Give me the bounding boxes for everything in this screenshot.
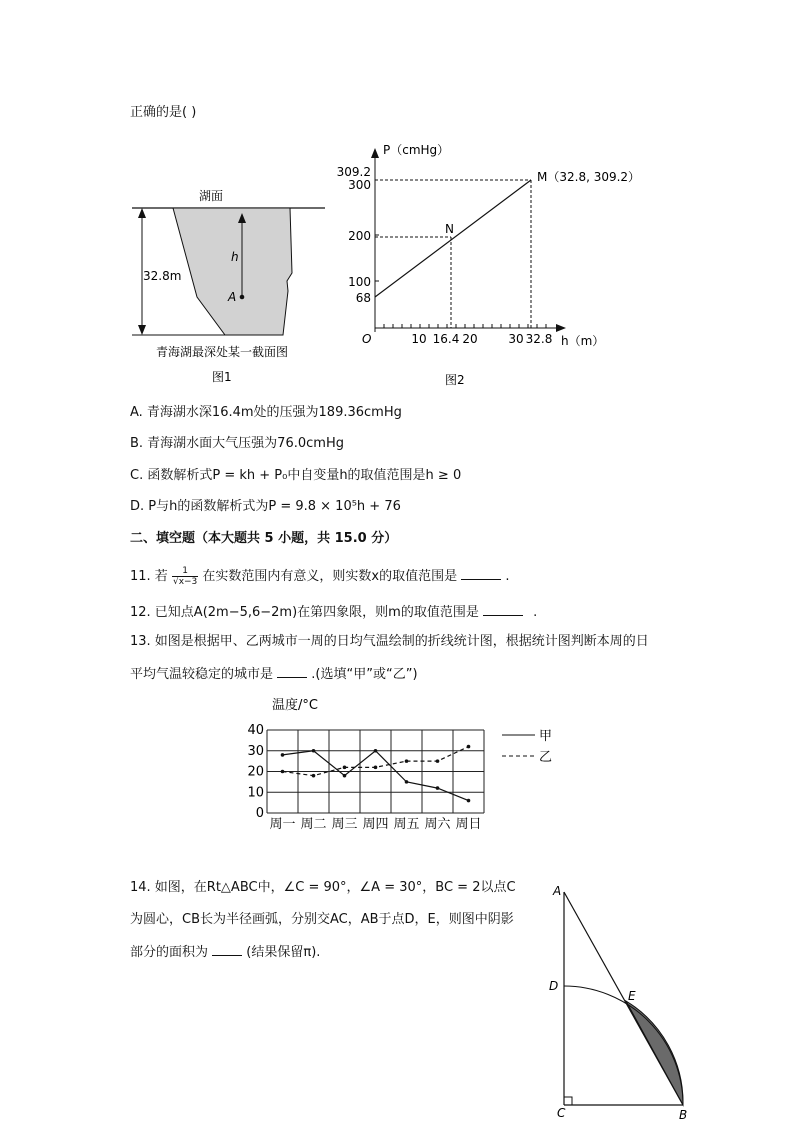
label-b: B	[679, 1108, 688, 1122]
y-tick-label: 0	[255, 806, 264, 821]
label-e: E	[628, 989, 636, 1003]
depth-label: 32.8m	[143, 269, 182, 283]
q13-answer-blank[interactable]	[277, 665, 307, 678]
data-point-甲	[312, 749, 316, 753]
legend-label-乙: 乙	[539, 750, 553, 765]
question-13-line-2: 平均气温较稳定的城市是 .(选填“甲”或“乙”)	[130, 667, 418, 682]
y-tick-label: 20	[247, 764, 264, 780]
y-tick-label: 40	[247, 723, 264, 738]
chart-title: 温度/°C	[272, 698, 318, 713]
data-point-甲	[281, 753, 285, 757]
q11-answer-blank[interactable]	[461, 567, 501, 580]
figure-2-label: 图2	[445, 373, 465, 387]
x-tick-label: 周日	[455, 817, 482, 832]
chart-grid	[267, 730, 484, 813]
figure-1-caption: 青海湖最深处某一截面图	[156, 345, 289, 359]
label-c: C	[557, 1106, 566, 1120]
x-tick-label: 周六	[424, 817, 451, 832]
temperature-chart	[240, 690, 570, 835]
x-tick-label: 周二	[300, 817, 327, 832]
figure-2	[335, 140, 641, 390]
question-11: 11. 若 $\frac{1}{√x-3}$ 在实数范围内有意义，则实数x的取值范围是 .	[130, 566, 510, 587]
section-2-heading: 二、填空题（本大题共 5 小题，共 15.0 分）	[130, 531, 398, 546]
data-point-甲	[467, 799, 471, 803]
origin-label: O	[362, 332, 372, 346]
lake-cross-section	[173, 208, 292, 335]
x-axis-ticks	[375, 235, 546, 328]
question-14-line-1: 14. 如图，在Rt△ABC中，∠C = 90°，∠A = 30°，BC = 2以点C	[130, 880, 516, 895]
guide-lines	[375, 180, 531, 328]
question-14-line-2: 为圆心，CB长为半径画弧，分别交AC，AB于点D，E，则图中阴影	[130, 912, 514, 927]
y-axis-label: P（cmHg）	[383, 143, 450, 157]
y-tick-200: 200	[348, 229, 371, 243]
data-point-乙	[467, 745, 471, 749]
q11-fraction: $\frac{1}{√x-3}$	[172, 566, 198, 587]
data-point-甲	[374, 749, 378, 753]
data-point-乙	[281, 770, 285, 774]
y-tick-309-2: 309.2	[336, 165, 371, 179]
figure-1-label: 图1	[212, 370, 232, 384]
figure-1	[125, 185, 335, 385]
x-tick-16-4: 16.4	[432, 332, 460, 346]
option-c: C. 函数解析式P = kh + P₀中自变量h的取值范围是h ≥ 0	[130, 468, 462, 483]
h-label: h	[231, 250, 239, 264]
data-point-乙	[374, 766, 378, 770]
data-point-乙	[312, 774, 316, 778]
y-tick-label: 30	[247, 743, 264, 759]
q10-stem: 正确的是( )	[130, 105, 197, 120]
data-point-甲	[343, 774, 347, 778]
data-point-乙	[343, 766, 347, 770]
data-point-甲	[436, 786, 440, 790]
side-ab	[564, 892, 683, 1105]
pressure-line	[375, 180, 531, 297]
label-a: A	[553, 884, 562, 898]
legend-label-甲: 甲	[539, 729, 553, 744]
point-m-label: M（32.8, 309.2）	[537, 170, 641, 184]
q14-answer-blank[interactable]	[212, 943, 242, 956]
x-tick-30: 30	[508, 332, 524, 346]
x-tick-label: 周三	[331, 817, 358, 832]
option-d: D. P与h的函数解析式为P = 9.8 × 10⁵h + 76	[130, 499, 401, 514]
y-tick-label: 10	[247, 785, 264, 801]
surface-label: 湖面	[199, 189, 224, 203]
data-point-甲	[405, 780, 409, 784]
right-angle-mark	[564, 1097, 572, 1105]
x-tick-label: 周四	[362, 817, 389, 832]
y-tick-300: 300	[348, 178, 371, 192]
question-13-line-1: 13. 如图是根据甲、乙两城市一周的日均气温绘制的折线统计图，根据统计图判断本周的日	[130, 634, 649, 649]
x-tick-10: 10	[411, 332, 427, 346]
x-tick-label: 周一	[269, 817, 296, 832]
option-a: A. 青海湖水深16.4m处的压强为189.36cmHg	[130, 405, 402, 420]
y-tick-100: 100	[348, 275, 371, 289]
point-a-dot	[240, 295, 245, 300]
y-tick-68: 68	[355, 291, 371, 305]
label-d: D	[549, 979, 559, 993]
point-n-label: N	[445, 222, 454, 236]
x-axis-label: h（m）	[561, 334, 605, 348]
question-12: 12. 已知点A(2m−5,6−2m)在第四象限，则m的取值范围是 .	[130, 605, 538, 620]
q12-answer-blank[interactable]	[483, 603, 523, 616]
data-point-乙	[436, 759, 440, 763]
data-point-乙	[405, 759, 409, 763]
point-a-label: A	[228, 290, 237, 304]
option-b: B. 青海湖水面大气压强为76.0cmHg	[130, 436, 344, 451]
triangle-figure	[540, 880, 700, 1120]
x-tick-32-8: 32.8	[525, 332, 553, 346]
x-tick-label: 周五	[393, 817, 420, 832]
x-tick-20: 20	[462, 332, 478, 346]
question-14-line-3: 部分的面积为 (结果保留π).	[130, 945, 321, 960]
